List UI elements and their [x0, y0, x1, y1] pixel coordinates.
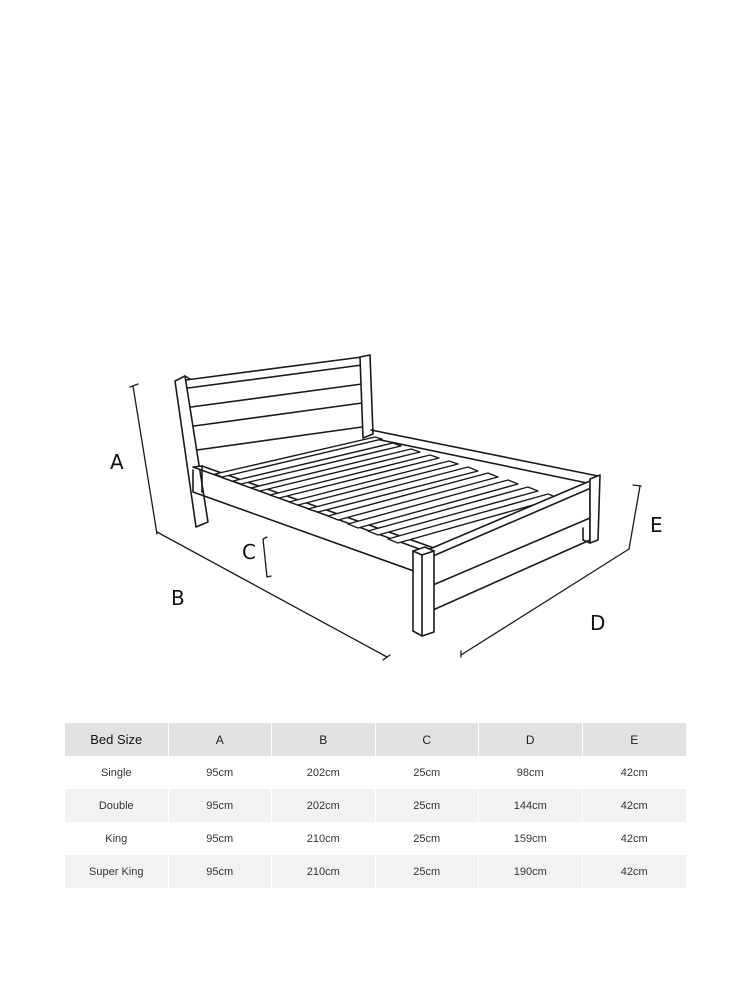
cell-c: 25cm: [376, 756, 480, 789]
cell-b: 202cm: [272, 756, 376, 789]
cell-c: 25cm: [376, 855, 480, 888]
header-bed-size: Bed Size: [65, 723, 169, 756]
dimension-line-d: [461, 549, 629, 657]
dimension-line-a: [130, 384, 157, 534]
dimension-line-b: [157, 532, 390, 660]
dimension-line-c: [263, 537, 271, 577]
cell-a: 95cm: [169, 756, 273, 789]
cell-e: 42cm: [583, 789, 687, 822]
header-c: C: [376, 723, 480, 756]
cell-a: 95cm: [169, 855, 273, 888]
cell-a: 95cm: [169, 822, 273, 855]
headboard-left-post: [175, 376, 208, 527]
cell-bed-size: Super King: [65, 855, 169, 888]
header-a: A: [169, 723, 273, 756]
bed-slats: [215, 437, 558, 543]
table-header-row: [65, 723, 686, 756]
cell-d: 159cm: [479, 822, 583, 855]
cell-d: 98cm: [479, 756, 583, 789]
cell-a: 95cm: [169, 789, 273, 822]
cell-bed-size: Single: [65, 756, 169, 789]
cell-c: 25cm: [376, 822, 480, 855]
dimension-label-a: A: [110, 450, 124, 474]
cell-b: 210cm: [272, 855, 376, 888]
cell-e: 42cm: [583, 855, 687, 888]
front-left-leg: [413, 547, 434, 636]
cell-b: 210cm: [272, 822, 376, 855]
dimension-line-e: [629, 485, 641, 549]
cell-bed-size: Double: [65, 789, 169, 822]
table-row: [65, 822, 686, 855]
dimension-label-d: D: [590, 611, 606, 635]
header-b: B: [272, 723, 376, 756]
cell-b: 202cm: [272, 789, 376, 822]
cell-e: 42cm: [620, 766, 648, 779]
table-row: [65, 855, 686, 888]
dimension-label-b: B: [171, 586, 185, 610]
cell-bed-size: King: [65, 822, 169, 855]
cell-e: 42cm: [620, 832, 648, 845]
headboard-panel: [186, 357, 362, 450]
cell-d: 190cm: [479, 855, 583, 888]
cell-d: 144cm: [479, 789, 583, 822]
header-e: E: [583, 723, 687, 756]
header-d: D: [479, 723, 583, 756]
dimension-label-e: E: [650, 513, 663, 537]
left-side-rail: [193, 466, 434, 575]
table-row: [65, 789, 686, 822]
table-row: [65, 756, 686, 789]
cell-c: 25cm: [376, 789, 480, 822]
headboard-right-post: [360, 355, 373, 438]
bed-size-table: [65, 723, 686, 888]
dimension-label-c: C: [242, 540, 256, 564]
